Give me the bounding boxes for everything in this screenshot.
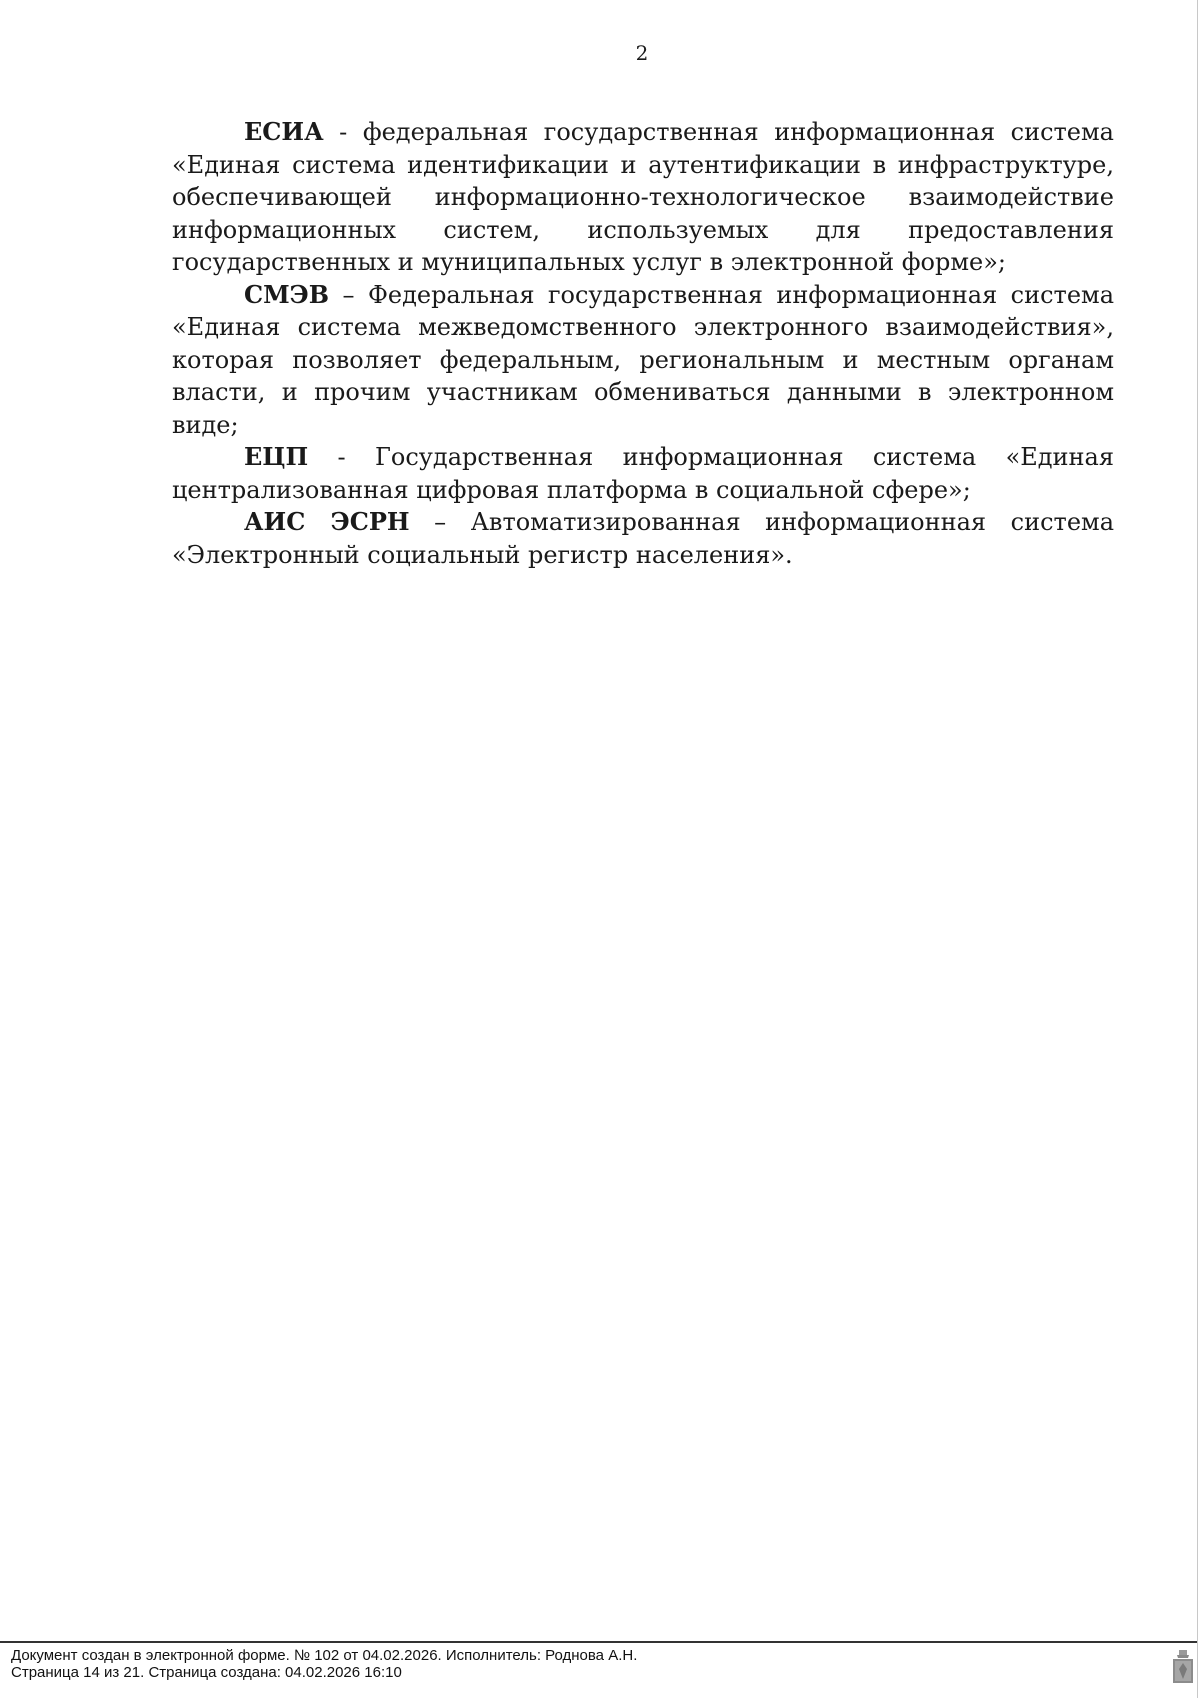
- footer-document-info: Документ создан в электронной форме. № 102 от 04.02.2026. Исполнитель: Роднова А.Н.: [11, 1647, 638, 1664]
- definition-term: ЕЦП: [244, 442, 309, 471]
- definition-esia: [172, 116, 1114, 279]
- document-body: [172, 116, 1114, 571]
- footer-page-info: Страница 14 из 21. Страница создана: 04.02.2026 16:10: [11, 1664, 402, 1681]
- definition-text: – Федеральная государственная информационная система «Единая система межведомственного электронного взаимодействия», которая позволяет федеральным, региональным и местным органам власти, и прочим участникам обмениваться данными в электронном виде;: [172, 280, 1114, 439]
- definition-ais-esrn: [172, 506, 1114, 571]
- definition-text: – Автоматизированная информационная система «Электронный социальный регистр населения».: [172, 508, 1114, 569]
- definition-ecp: [172, 441, 1114, 506]
- definition-text: - федеральная государственная информационная система «Единая система идентификации и аутентификации в инфраструктуре, обеспечивающей информационно-технологическое взаимодействие информационных систем, используемых для предоставления государственных и муниципальных услуг в электронной форме»;: [172, 118, 1114, 276]
- footer-divider: [0, 1641, 1197, 1643]
- definition-term: ЕСИА: [244, 117, 324, 146]
- definition-term: СМЭВ: [244, 279, 330, 309]
- document-footer: [11, 1647, 1111, 1681]
- page-edge: [1197, 0, 1198, 1698]
- page-number: 2: [635, 41, 649, 65]
- definition-term: АИС ЭСРН: [244, 507, 410, 536]
- definition-text: - Государственная информационная система «Единая централизованная цифровая платформа в социальной сфере»;: [172, 443, 1114, 504]
- coat-of-arms-icon: [1172, 1650, 1194, 1684]
- definition-smev: [172, 279, 1114, 442]
